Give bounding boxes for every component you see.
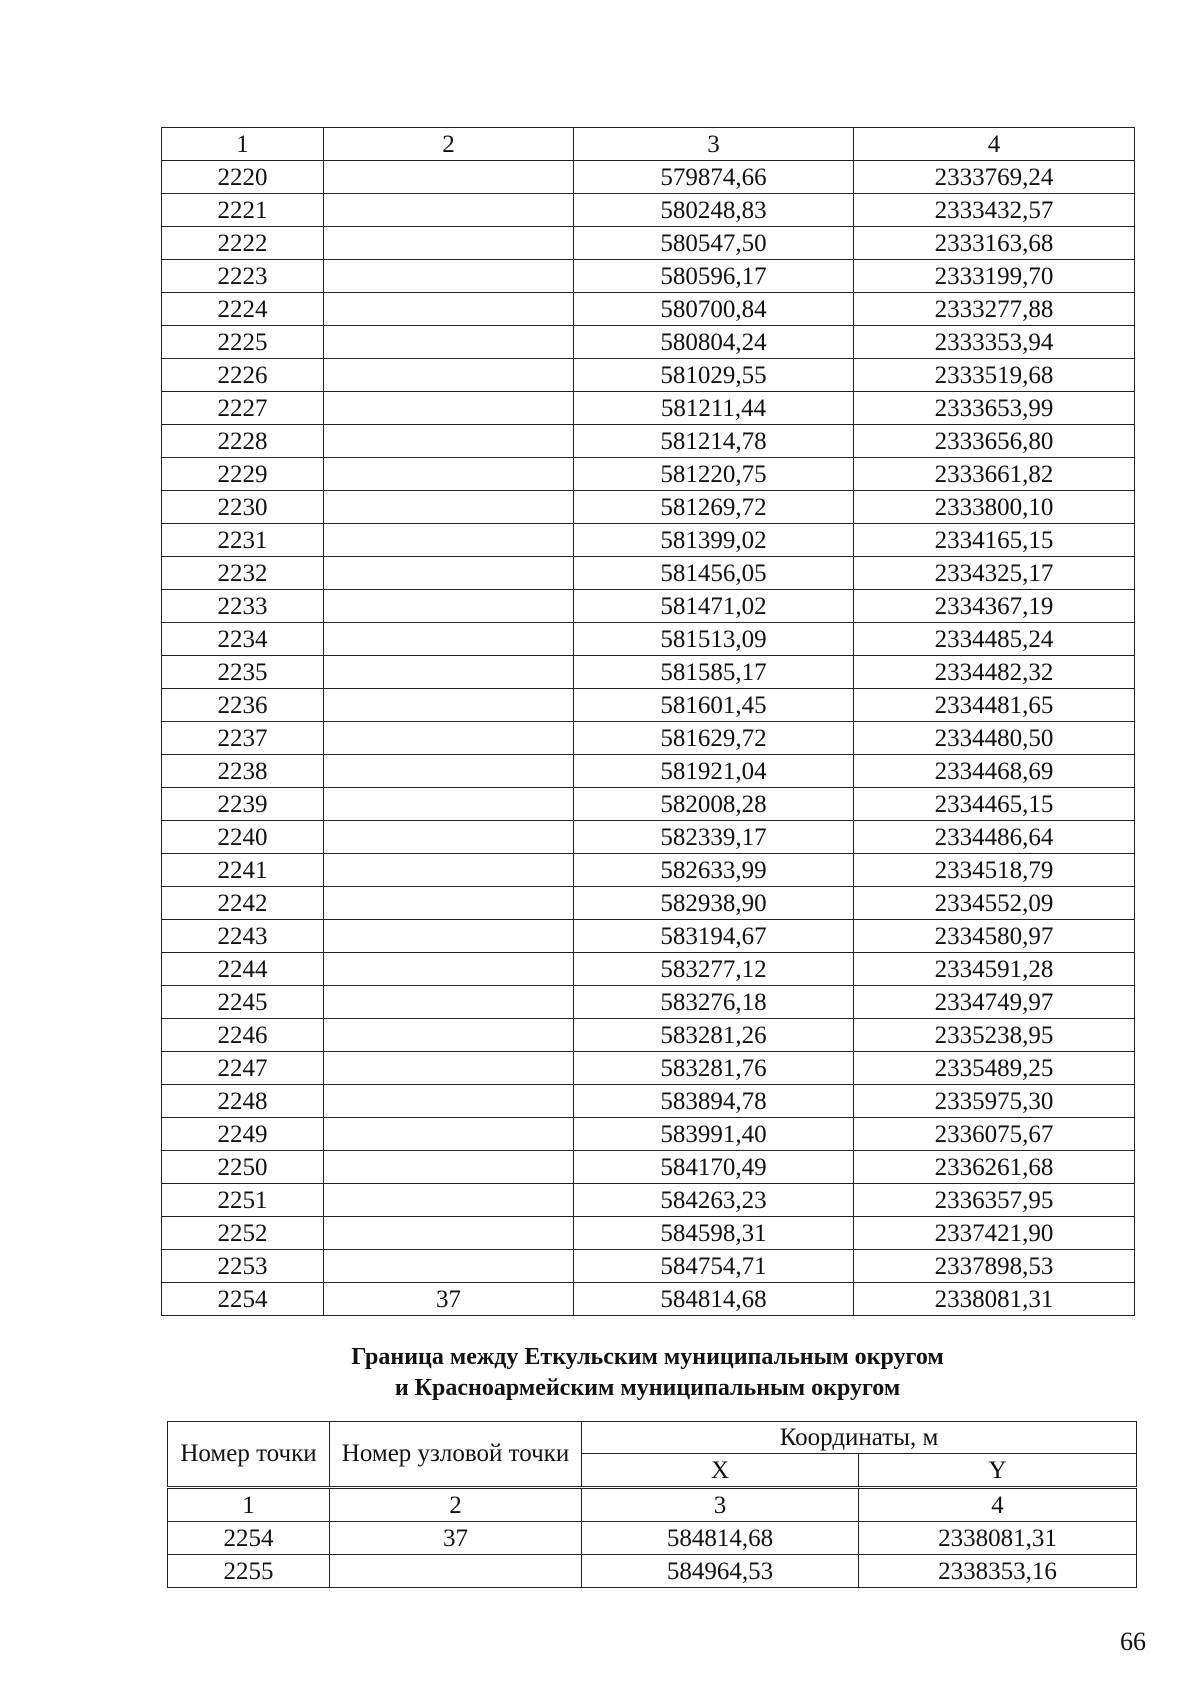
point-number-cell: 2221	[162, 194, 324, 227]
table-row	[162, 260, 1135, 293]
coordinate-x-cell: 582008,28	[574, 788, 854, 821]
node-number-cell	[324, 491, 574, 524]
point-number-cell: 2253	[162, 1250, 324, 1283]
table-row	[162, 788, 1135, 821]
coordinate-x-cell: 581214,78	[574, 425, 854, 458]
header-row-1	[168, 1422, 1137, 1454]
node-number-cell	[324, 326, 574, 359]
node-number-cell	[324, 524, 574, 557]
coordinate-x-cell: 581029,55	[574, 359, 854, 392]
coordinate-x-cell: 584814,68	[582, 1522, 859, 1555]
table-row	[162, 623, 1135, 656]
coordinate-y-cell: 2334480,50	[854, 722, 1135, 755]
coordinate-x-cell: 580804,24	[574, 326, 854, 359]
node-number-cell	[324, 557, 574, 590]
point-number-cell: 2223	[162, 260, 324, 293]
coordinate-x-cell: 583894,78	[574, 1085, 854, 1118]
coordinate-x-cell: 584170,49	[574, 1151, 854, 1184]
coordinate-y-cell: 2335238,95	[854, 1019, 1135, 1052]
point-number-cell: 2239	[162, 788, 324, 821]
page-number: 66	[1120, 1627, 1146, 1656]
point-number-cell: 2242	[162, 887, 324, 920]
coordinate-y-cell: 2338353,16	[859, 1555, 1137, 1588]
coordinate-y-cell: 2334749,97	[854, 986, 1135, 1019]
table-row	[162, 1118, 1135, 1151]
point-number-cell: 2236	[162, 689, 324, 722]
point-number-cell: 2244	[162, 953, 324, 986]
table-row	[162, 326, 1135, 359]
coordinate-x-cell: 581585,17	[574, 656, 854, 689]
column-number-1: 1	[162, 128, 324, 161]
coordinate-y-cell: 2334468,69	[854, 755, 1135, 788]
node-number-cell: 37	[330, 1522, 582, 1555]
table-row	[162, 293, 1135, 326]
table-row	[162, 557, 1135, 590]
coordinate-x-cell: 584263,23	[574, 1184, 854, 1217]
coordinate-y-cell: 2338081,31	[854, 1283, 1135, 1316]
column-number-1: 1	[168, 1488, 330, 1522]
node-number-cell	[324, 788, 574, 821]
point-number-cell: 2234	[162, 623, 324, 656]
table-row	[162, 458, 1135, 491]
coordinate-y-cell: 2333661,82	[854, 458, 1135, 491]
table-row	[162, 689, 1135, 722]
coordinate-x-cell: 583277,12	[574, 953, 854, 986]
node-number-cell	[324, 920, 574, 953]
table-row	[162, 821, 1135, 854]
table-row	[162, 953, 1135, 986]
coordinate-y-cell: 2336075,67	[854, 1118, 1135, 1151]
coordinate-y-cell: 2334465,15	[854, 788, 1135, 821]
column-number-3: 3	[574, 128, 854, 161]
table-row	[162, 887, 1135, 920]
coordinate-x-cell: 579874,66	[574, 161, 854, 194]
coordinate-x-cell: 582339,17	[574, 821, 854, 854]
column-number-row	[162, 128, 1135, 161]
coordinate-y-cell: 2334518,79	[854, 854, 1135, 887]
point-number-cell: 2249	[162, 1118, 324, 1151]
point-number-cell: 2238	[162, 755, 324, 788]
coordinate-y-cell: 2334591,28	[854, 953, 1135, 986]
coordinate-y-cell: 2334325,17	[854, 557, 1135, 590]
column-number-2: 2	[330, 1488, 582, 1522]
table-row	[162, 1250, 1135, 1283]
coordinate-x-cell: 584754,71	[574, 1250, 854, 1283]
point-number-cell: 2222	[162, 227, 324, 260]
node-number-cell	[324, 425, 574, 458]
node-number-cell	[324, 227, 574, 260]
table-row	[162, 854, 1135, 887]
column-number-row	[168, 1488, 1137, 1522]
column-number-3: 3	[582, 1488, 859, 1522]
node-number-cell	[324, 854, 574, 887]
point-number-cell: 2241	[162, 854, 324, 887]
point-number-cell: 2232	[162, 557, 324, 590]
coordinates-table-body	[162, 128, 1135, 1316]
header-coordinates: Координаты, м	[582, 1422, 1137, 1454]
table-row	[162, 194, 1135, 227]
coordinate-y-cell: 2333199,70	[854, 260, 1135, 293]
coordinate-y-cell: 2333800,10	[854, 491, 1135, 524]
point-number-cell: 2255	[168, 1555, 330, 1588]
coordinate-y-cell: 2334485,24	[854, 623, 1135, 656]
header-y: Y	[859, 1454, 1137, 1488]
point-number-cell: 2229	[162, 458, 324, 491]
table-row	[162, 392, 1135, 425]
table-row	[162, 986, 1135, 1019]
point-number-cell: 2251	[162, 1184, 324, 1217]
coordinate-x-cell: 581513,09	[574, 623, 854, 656]
coordinate-y-cell: 2334580,97	[854, 920, 1135, 953]
table-row	[162, 1085, 1135, 1118]
coordinate-y-cell: 2334486,64	[854, 821, 1135, 854]
node-number-cell	[324, 590, 574, 623]
point-number-cell: 2246	[162, 1019, 324, 1052]
point-number-cell: 2254	[162, 1283, 324, 1316]
table-row	[162, 656, 1135, 689]
coordinate-x-cell: 580248,83	[574, 194, 854, 227]
coordinate-x-cell: 581269,72	[574, 491, 854, 524]
coordinate-y-cell: 2333769,24	[854, 161, 1135, 194]
node-number-cell: 37	[324, 1283, 574, 1316]
node-number-cell	[324, 755, 574, 788]
coordinate-y-cell: 2333277,88	[854, 293, 1135, 326]
coordinate-x-cell: 581921,04	[574, 755, 854, 788]
table-row	[162, 755, 1135, 788]
point-number-cell: 2231	[162, 524, 324, 557]
table-row	[168, 1555, 1137, 1588]
header-x: X	[582, 1454, 859, 1488]
node-number-cell	[324, 986, 574, 1019]
coordinate-x-cell: 583991,40	[574, 1118, 854, 1151]
table-row	[162, 227, 1135, 260]
coordinate-y-cell: 2336357,95	[854, 1184, 1135, 1217]
coordinate-x-cell: 583276,18	[574, 986, 854, 1019]
table-row	[162, 1217, 1135, 1250]
coordinate-y-cell: 2333519,68	[854, 359, 1135, 392]
node-number-cell	[324, 293, 574, 326]
coordinate-y-cell: 2334552,09	[854, 887, 1135, 920]
node-number-cell	[324, 689, 574, 722]
table-row	[162, 359, 1135, 392]
node-number-cell	[324, 1118, 574, 1151]
point-number-cell: 2254	[168, 1522, 330, 1555]
coordinate-y-cell: 2338081,31	[859, 1522, 1137, 1555]
header-node-number: Номер узловой точки	[330, 1422, 582, 1488]
point-number-cell: 2228	[162, 425, 324, 458]
node-number-cell	[324, 1085, 574, 1118]
node-number-cell	[324, 821, 574, 854]
node-number-cell	[324, 1052, 574, 1085]
node-number-cell	[324, 458, 574, 491]
coordinate-x-cell: 581629,72	[574, 722, 854, 755]
section-heading-line-2: и Красноармейским муниципальным округом	[394, 1375, 901, 1401]
table-row	[162, 920, 1135, 953]
coordinate-x-cell: 581399,02	[574, 524, 854, 557]
point-number-cell: 2247	[162, 1052, 324, 1085]
coordinate-x-cell: 581211,44	[574, 392, 854, 425]
coordinate-y-cell: 2337421,90	[854, 1217, 1135, 1250]
coordinate-y-cell: 2334481,65	[854, 689, 1135, 722]
table-row	[162, 425, 1135, 458]
point-number-cell: 2245	[162, 986, 324, 1019]
point-number-cell: 2243	[162, 920, 324, 953]
coordinate-x-cell: 582633,99	[574, 854, 854, 887]
node-number-cell	[324, 392, 574, 425]
coordinate-y-cell: 2335489,25	[854, 1052, 1135, 1085]
coordinate-y-cell: 2334165,15	[854, 524, 1135, 557]
table-row	[162, 491, 1135, 524]
node-number-cell	[324, 953, 574, 986]
section-heading-line-1: Граница между Еткульским муниципальным округом	[351, 1344, 944, 1370]
point-number-cell: 2252	[162, 1217, 324, 1250]
node-number-cell	[324, 1217, 574, 1250]
coordinate-y-cell: 2334482,32	[854, 656, 1135, 689]
coordinate-x-cell: 584598,31	[574, 1217, 854, 1250]
coordinates-table-continued	[161, 127, 1135, 1316]
point-number-cell: 2226	[162, 359, 324, 392]
point-number-cell: 2227	[162, 392, 324, 425]
coordinate-x-cell: 580700,84	[574, 293, 854, 326]
coordinate-y-cell: 2335975,30	[854, 1085, 1135, 1118]
coordinate-y-cell: 2333353,94	[854, 326, 1135, 359]
coordinate-x-cell: 584814,68	[574, 1283, 854, 1316]
node-number-cell	[324, 1151, 574, 1184]
node-number-cell	[324, 1250, 574, 1283]
table-row	[162, 722, 1135, 755]
coordinate-x-cell: 583281,76	[574, 1052, 854, 1085]
coordinate-y-cell: 2333656,80	[854, 425, 1135, 458]
node-number-cell	[330, 1555, 582, 1588]
node-number-cell	[324, 194, 574, 227]
table-row	[162, 161, 1135, 194]
point-number-cell: 2248	[162, 1085, 324, 1118]
coordinate-x-cell: 580596,17	[574, 260, 854, 293]
coordinate-x-cell: 584964,53	[582, 1555, 859, 1588]
coordinate-x-cell: 581456,05	[574, 557, 854, 590]
node-number-cell	[324, 623, 574, 656]
table-row	[162, 524, 1135, 557]
coordinate-y-cell: 2337898,53	[854, 1250, 1135, 1283]
node-number-cell	[324, 161, 574, 194]
table-row	[162, 1151, 1135, 1184]
node-number-cell	[324, 722, 574, 755]
node-number-cell	[324, 656, 574, 689]
table-row	[162, 1283, 1135, 1316]
point-number-cell: 2220	[162, 161, 324, 194]
coordinate-y-cell: 2333432,57	[854, 194, 1135, 227]
column-number-4: 4	[854, 128, 1135, 161]
point-number-cell: 2235	[162, 656, 324, 689]
coordinate-y-cell: 2333653,99	[854, 392, 1135, 425]
point-number-cell: 2230	[162, 491, 324, 524]
coordinate-y-cell: 2333163,68	[854, 227, 1135, 260]
coordinate-y-cell: 2336261,68	[854, 1151, 1135, 1184]
node-number-cell	[324, 1019, 574, 1052]
coordinate-x-cell: 581471,02	[574, 590, 854, 623]
coordinate-x-cell: 581220,75	[574, 458, 854, 491]
node-number-cell	[324, 1184, 574, 1217]
boundary-coordinates-table	[167, 1421, 1137, 1588]
point-number-cell: 2233	[162, 590, 324, 623]
coordinate-x-cell: 581601,45	[574, 689, 854, 722]
point-number-cell: 2240	[162, 821, 324, 854]
column-number-2: 2	[324, 128, 574, 161]
table-row	[168, 1522, 1137, 1555]
table-row	[162, 590, 1135, 623]
point-number-cell: 2250	[162, 1151, 324, 1184]
node-number-cell	[324, 260, 574, 293]
section-heading	[161, 1342, 1134, 1404]
point-number-cell: 2225	[162, 326, 324, 359]
coordinate-x-cell: 580547,50	[574, 227, 854, 260]
table-row	[162, 1184, 1135, 1217]
coordinate-x-cell: 583281,26	[574, 1019, 854, 1052]
table-row	[162, 1052, 1135, 1085]
boundary-table-body	[168, 1422, 1137, 1588]
point-number-cell: 2237	[162, 722, 324, 755]
coordinate-x-cell: 582938,90	[574, 887, 854, 920]
header-point-number: Номер точки	[168, 1422, 330, 1488]
point-number-cell: 2224	[162, 293, 324, 326]
node-number-cell	[324, 359, 574, 392]
coordinate-y-cell: 2334367,19	[854, 590, 1135, 623]
table-row	[162, 1019, 1135, 1052]
node-number-cell	[324, 887, 574, 920]
column-number-4: 4	[859, 1488, 1137, 1522]
coordinate-x-cell: 583194,67	[574, 920, 854, 953]
